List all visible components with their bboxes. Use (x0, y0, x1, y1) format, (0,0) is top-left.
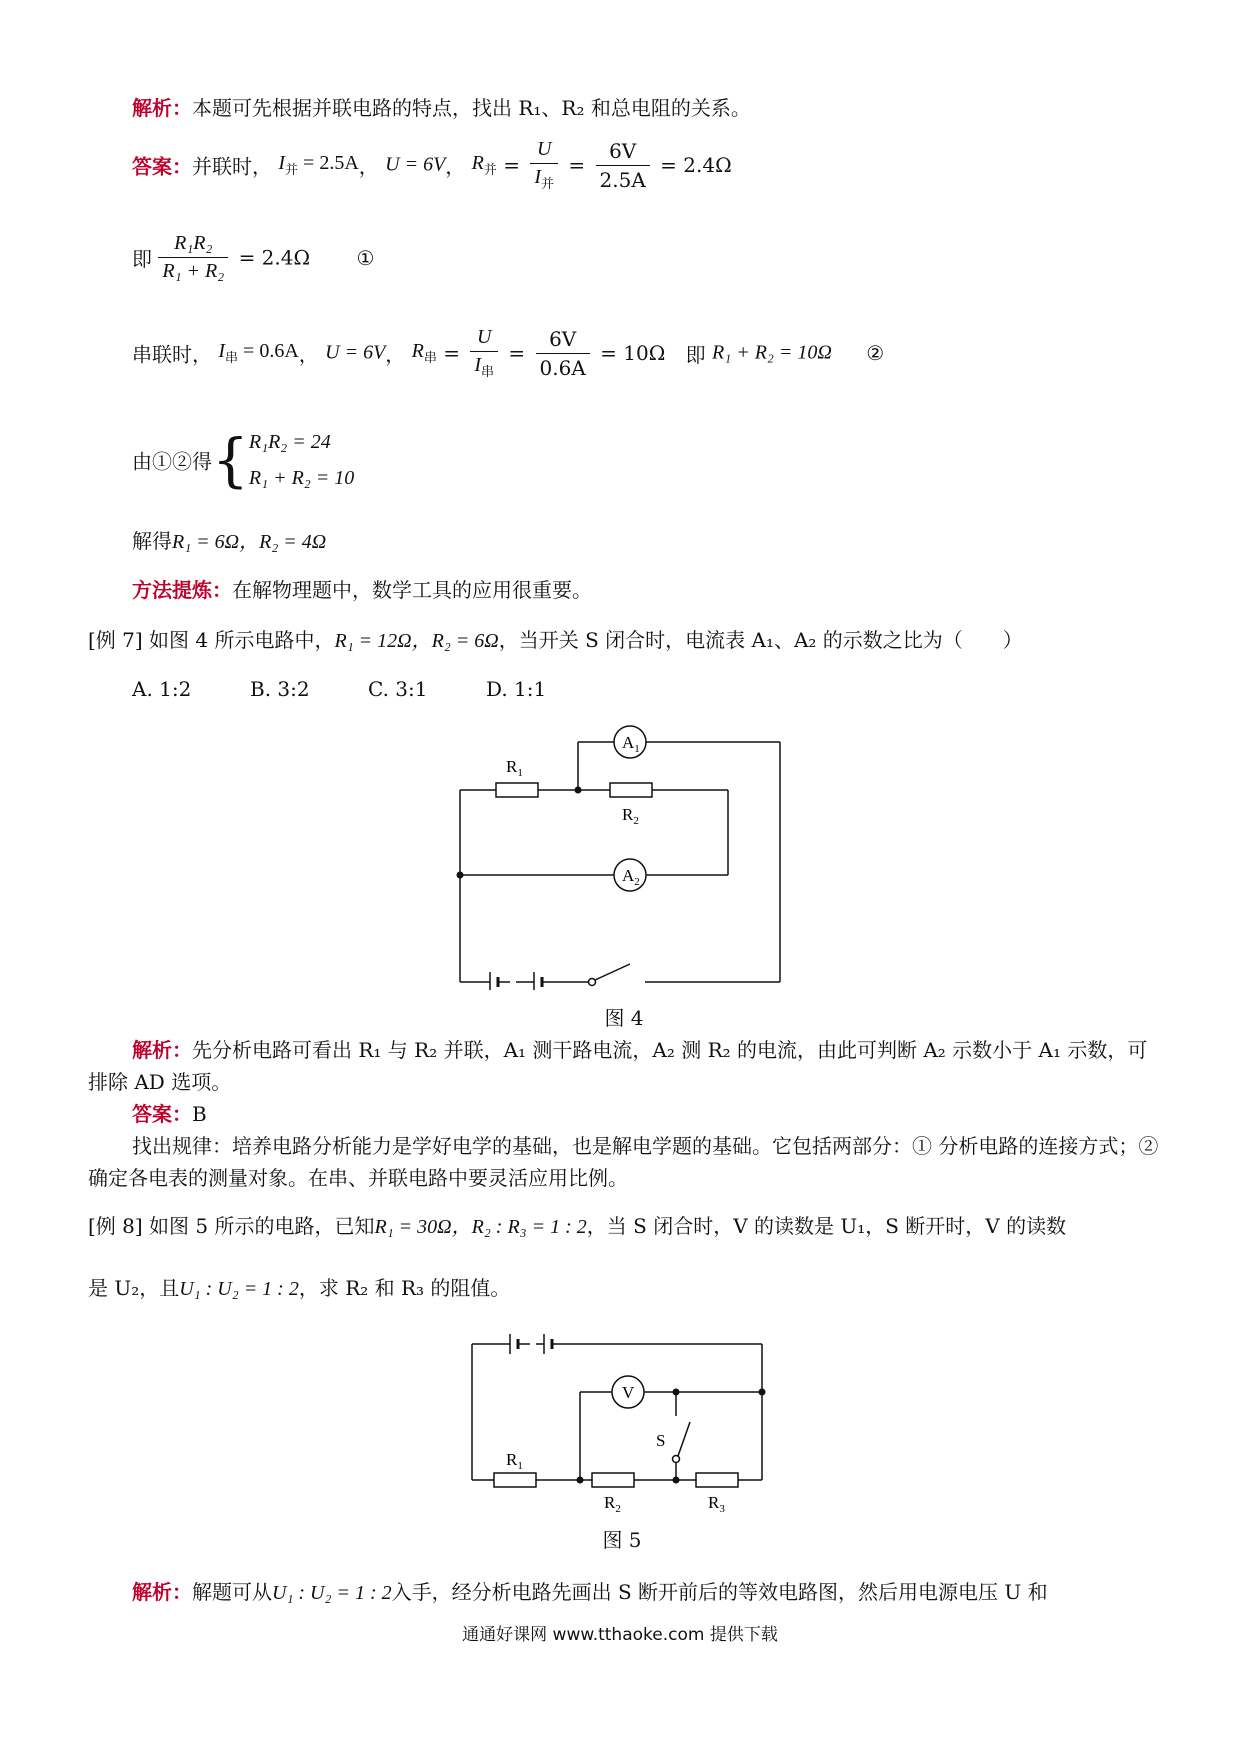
label-v: V (622, 1383, 635, 1402)
resistor-r1 (496, 783, 538, 797)
equals: = (568, 153, 586, 177)
option-a: A. 1:2 (132, 677, 192, 701)
example-8-tail: ，当 S 闭合时，V 的读数是 U₁，S 断开时，V 的读数 (586, 1214, 1067, 1238)
label-s: S (656, 1431, 666, 1450)
option-b: B. 3:2 (250, 677, 310, 701)
system-prefix: 由①②得 (132, 449, 212, 474)
label-r2: $R_2$ (622, 805, 639, 827)
series-result: = 10Ω (600, 341, 666, 365)
equation-marker-2: ② (866, 341, 885, 365)
circuit-figure-5 (460, 1322, 790, 1512)
example-8-line-1 (88, 1210, 1066, 1239)
figure-4-caption: 图 4 (604, 1006, 644, 1030)
example-8-lead: [例 8] 如图 5 所示的电路，已知 (88, 1214, 375, 1238)
example-7-expression: R₁ = 12Ω，R₂ = 6Ω (334, 630, 499, 652)
analysis-text: 本题可先根据并联电路的特点，找出 R₁、R₂ 和总电阻的关系。 (192, 96, 751, 120)
example-7-options (132, 677, 604, 701)
option-c: C. 3:1 (368, 677, 428, 701)
method-text: 在解物理题中，数学工具的应用很重要。 (232, 578, 592, 602)
tail-prefix: 即 (685, 342, 706, 367)
equals: = (508, 341, 526, 365)
system-line-2: R₁ + R₂ = 10 (248, 467, 355, 489)
method-label: 方法提炼： (132, 578, 232, 602)
switch-pivot (673, 1456, 680, 1463)
system-lines (249, 424, 354, 496)
equation-1-result: = 2.4Ω (238, 245, 311, 270)
option-d: D. 1:1 (486, 677, 547, 701)
answer-label: 答案： (132, 1102, 192, 1126)
junction-node (577, 1477, 584, 1484)
analysis-label: 解析： (132, 1038, 192, 1062)
junction-node (575, 787, 582, 794)
equation-marker-1: ① (356, 245, 375, 270)
switch-lever (595, 964, 630, 980)
junction-node (457, 872, 464, 879)
figure-5-caption: 图 5 (602, 1528, 642, 1552)
solution-expression: R₁ = 6Ω，R₂ = 4Ω (172, 531, 327, 553)
answer-label: 答案： (132, 154, 192, 179)
prefix: 即 (132, 247, 152, 271)
series-sum-expression: R₁ + R₂ = 10Ω (712, 341, 832, 364)
comma: ， (358, 154, 379, 179)
equation-system (132, 424, 354, 496)
switch-pivot (589, 979, 596, 986)
parallel-prefix: 并联时， (192, 154, 272, 179)
answer-7-value: B (192, 1102, 207, 1126)
resistor-r3 (696, 1473, 738, 1487)
series-voltage: U = 6V (325, 341, 386, 364)
answer-parallel-line (132, 138, 732, 192)
series-line (132, 326, 884, 380)
switch-lever (678, 1422, 690, 1456)
label-a2: $A_2$ (622, 866, 640, 888)
analysis-8-lead: 解题可从 (192, 1580, 272, 1604)
example-7-question (88, 624, 1023, 653)
analysis-7-text: 先分析电路可看出 R₁ 与 R₂ 并联，A₁ 测干路电流，A₂ 测 R₂ 的电流，由此可判断 A₂ 示数小于 A₁ 示数，可排除 AD 选项。 (88, 1038, 1148, 1094)
label-r3: $R_3$ (708, 1493, 725, 1512)
parallel-resistance-symbol: $R_并$ (471, 152, 497, 178)
analysis-label: 解析： (132, 1580, 192, 1604)
circuit-figure-4 (440, 720, 820, 990)
example-8-tail-2: ，求 R₂ 和 R₃ 的阻值。 (298, 1276, 511, 1300)
analysis-label: 解析： (132, 96, 192, 120)
junction-node (673, 1477, 680, 1484)
resistor-r2 (610, 783, 652, 797)
example-8-lead-2: 是 U₂，且 (88, 1276, 180, 1300)
analysis-paragraph-1 (132, 92, 751, 121)
label-r2: $R_2$ (604, 1493, 621, 1512)
label-r1: $R_1$ (506, 757, 523, 779)
left-brace: { (212, 426, 249, 494)
label-a1: $A_1$ (622, 733, 640, 755)
parallel-voltage: U = 6V (385, 153, 446, 176)
comma: ， (385, 342, 406, 367)
method-summary (132, 574, 592, 603)
series-prefix: 串联时， (132, 342, 212, 367)
analysis-8 (132, 1576, 1048, 1605)
parallel-result: = 2.4Ω (660, 153, 732, 177)
resistor-r2 (592, 1473, 634, 1487)
equals: = (503, 153, 521, 177)
system-line-1: R₁R₂ = 24 (248, 431, 331, 453)
fraction-u-over-i: $\frac{U}{I_串}$ (470, 326, 498, 380)
analysis-7 (88, 1034, 1160, 1098)
fraction-numeric: $\frac{6V}{0.6A}$ (536, 327, 590, 380)
example-8-line-2 (88, 1272, 510, 1301)
label-r1: $R_1$ (506, 1450, 523, 1472)
fraction-numeric: $\frac{6V}{2.5A}$ (596, 139, 650, 192)
solution-line (132, 525, 326, 554)
example-8-expression: R₁ = 30Ω，R₂ : R₃ = 1 : 2 (374, 1216, 587, 1238)
parallel-current: $I_并 = 2.5A$ (278, 152, 359, 178)
equals: = (443, 341, 461, 365)
fraction-u-over-i: $\frac{U}{I_并}$ (530, 138, 558, 192)
junction-node (673, 1389, 680, 1396)
rule-paragraph: 找出规律：培养电路分析能力是学好电学的基础，也是解电学题的基础。它包括两部分：① 分析电路的连接方式；② 确定各电表的测量对象。在串、并联电路中要灵活应用比例。 (88, 1134, 1159, 1190)
comma: ， (445, 154, 466, 179)
answer-7 (132, 1098, 207, 1127)
series-current: $I_串 = 0.6A$ (218, 340, 299, 366)
example-7-lead: [例 7] 如图 4 所示电路中， (88, 628, 335, 652)
example-8-expression-2: U₁ : U₂ = 1 : 2 (179, 1278, 299, 1300)
resistor-r1 (494, 1473, 536, 1487)
analysis-8-tail: 入手，经分析电路先画出 S 断开前后的等效电路图，然后用电源电压 U 和 (391, 1580, 1048, 1604)
example-7-tail: ，当开关 S 闭合时，电流表 A₁、A₂ 的示数之比为（ ） (498, 628, 1023, 652)
equation-1-line (132, 232, 374, 283)
analysis-8-expression: U₁ : U₂ = 1 : 2 (272, 1582, 392, 1604)
series-resistance-symbol: $R_串$ (411, 340, 437, 366)
fraction-r-product-over-sum: $\frac{\text{R₁R₂}}{\text{R₁ + R₂}}$ (158, 232, 228, 283)
junction-node (759, 1389, 766, 1396)
comma: ， (298, 342, 319, 367)
page-footer: 通通好课网 www.tthaoke.com 提供下载 (462, 1625, 778, 1645)
solution-prefix: 解得 (132, 529, 172, 553)
